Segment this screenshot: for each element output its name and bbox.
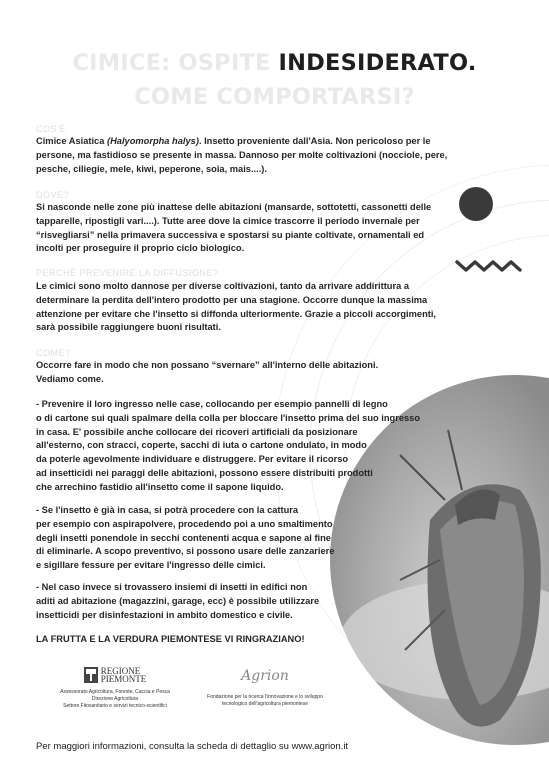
regione-crest-icon: [84, 667, 98, 683]
closing-message: LA FRUTTA E LA VERDURA PIEMONTESE VI RINGRAZIANO!: [36, 634, 305, 644]
section-label-perche: PERCHÉ PREVENIRE LA DIFFUSIONE?: [36, 268, 219, 278]
regione-piemonte-logo: REGIONE PIEMONTE Assessorato Agricoltura, Foreste, Caccia e Pesca Direzione Agricoltura Settore Fitosanitario e servizi tecnico-scientifici: [60, 666, 170, 709]
decorative-zigzag: [457, 262, 520, 270]
section-label-dove: DOVE?: [36, 190, 70, 200]
section-label-cos-e: COS'È: [36, 124, 66, 134]
regione-caption: Assessorato Agricoltura, Foreste, Caccia e Pesca Direzione Agricoltura Settore Fitosanitario e servizi tecnico-scientifici: [60, 689, 170, 709]
section-text-perche: Le cimici sono molto dannose per diverse coltivazioni, tanto da arrivare addirittura a determinare la perdita dell'intero prodotto per una stagione. Occorre dunque la massima attenzione per evitare che l'insetto si diffonda ulteriormente. Grazie a piccoli accorgimenti, sarà possibile raggiungere buoni risultati.: [36, 281, 437, 333]
bullet-capture: - Se l'insetto è già in casa, si potrà procedere con la cattura per esempio con aspirapolvere, procedendo poi a uno smaltimento degli insetti ponendole in secchi contenenti acqua e sapone al fine di eliminarle. A scopo preventivo, si possono usare delle zanzariere e sigillare fessure per evitare l'ingresso delle cimici.: [36, 505, 335, 571]
bullet-prevent-entry: - Prevenire il loro ingresso nelle case, collocando per esempio pannelli di legno o di cartone sui quali spalmare della colla per bloccare l'insetto prima del suo ingresso in casa. E' possibile anche collocare dei ricoveri artificiali da posizionare all'esterno, con stracci, coperte, sacchi di iuta o cartone ondulato, in modo da poterle agevolmente individuare e distruggere. Per evitare il ricorso ad insetticidi nei paraggi delle abitazioni, possono essere distribuiti prodotti che arrechino fastidio all'insetto come il sapone liquido.: [36, 399, 421, 492]
section-text-cos-e: Cimice Asiatica (Halyomorpha halys). Insetto proveniente dall'Asia. Non pericoloso per le persone, ma fastidioso se presente in massa. Dannoso per molte coltivazioni (nocciole, pere, pesche, ciliegie, mele, kiwi, peperone, soia, mais....).: [36, 136, 448, 174]
agrion-caption: Fondazione per la ricerca l'innovazione e lo sviluppo tecnologico dell'agricoltura piemontese: [207, 694, 323, 707]
section-text-dove: Si nasconde nelle zone più inattese delle abitazioni (mansarde, sottotetti, cassonetti delle tapparelle, ripostigli vari....). Tutte aree dove la cimice trascorre il periodo invernale per “risvegliarsi” nella primavera successiva e spostarsi su piante coltivate, ornamentali ed incolti per proseguire il proprio ciclo biologico.: [36, 202, 432, 254]
page-title-line2: COME COMPORTARSI?: [134, 84, 415, 110]
page-title-line1: CIMICE: OSPITE INDESIDERATO.: [72, 50, 477, 76]
decorative-dot: [459, 187, 493, 221]
species-scientific-name: (Halyomorpha halys): [106, 136, 199, 146]
section-text-come: Occorre fare in modo che non possano “svernare” all'interno delle abitazioni. Vediamo come.: [36, 360, 379, 384]
section-label-come: COME?: [36, 348, 71, 358]
bullet-insecticides: - Nel caso invece si trovassero insiemi di insetti in edifici non aditi ad abitazione (magazzini, garage, ecc) è possibile utilizzare insetticidi per disinfestazioni in ambito domestico e civile.: [36, 582, 320, 620]
species-intro: Cimice Asiatica: [36, 136, 107, 146]
more-info-footer: Per maggiori informazioni, consulta la scheda di dettaglio su www.agrion.it: [36, 741, 349, 752]
species-intro-rest: . Insetto proveniente dall'Asia. Non pericoloso per le: [198, 136, 431, 146]
agrion-logo: Agrion Fondazione per la ricerca l'innovazione e lo sviluppo tecnologico dell'agricoltura piemontese: [205, 668, 325, 708]
